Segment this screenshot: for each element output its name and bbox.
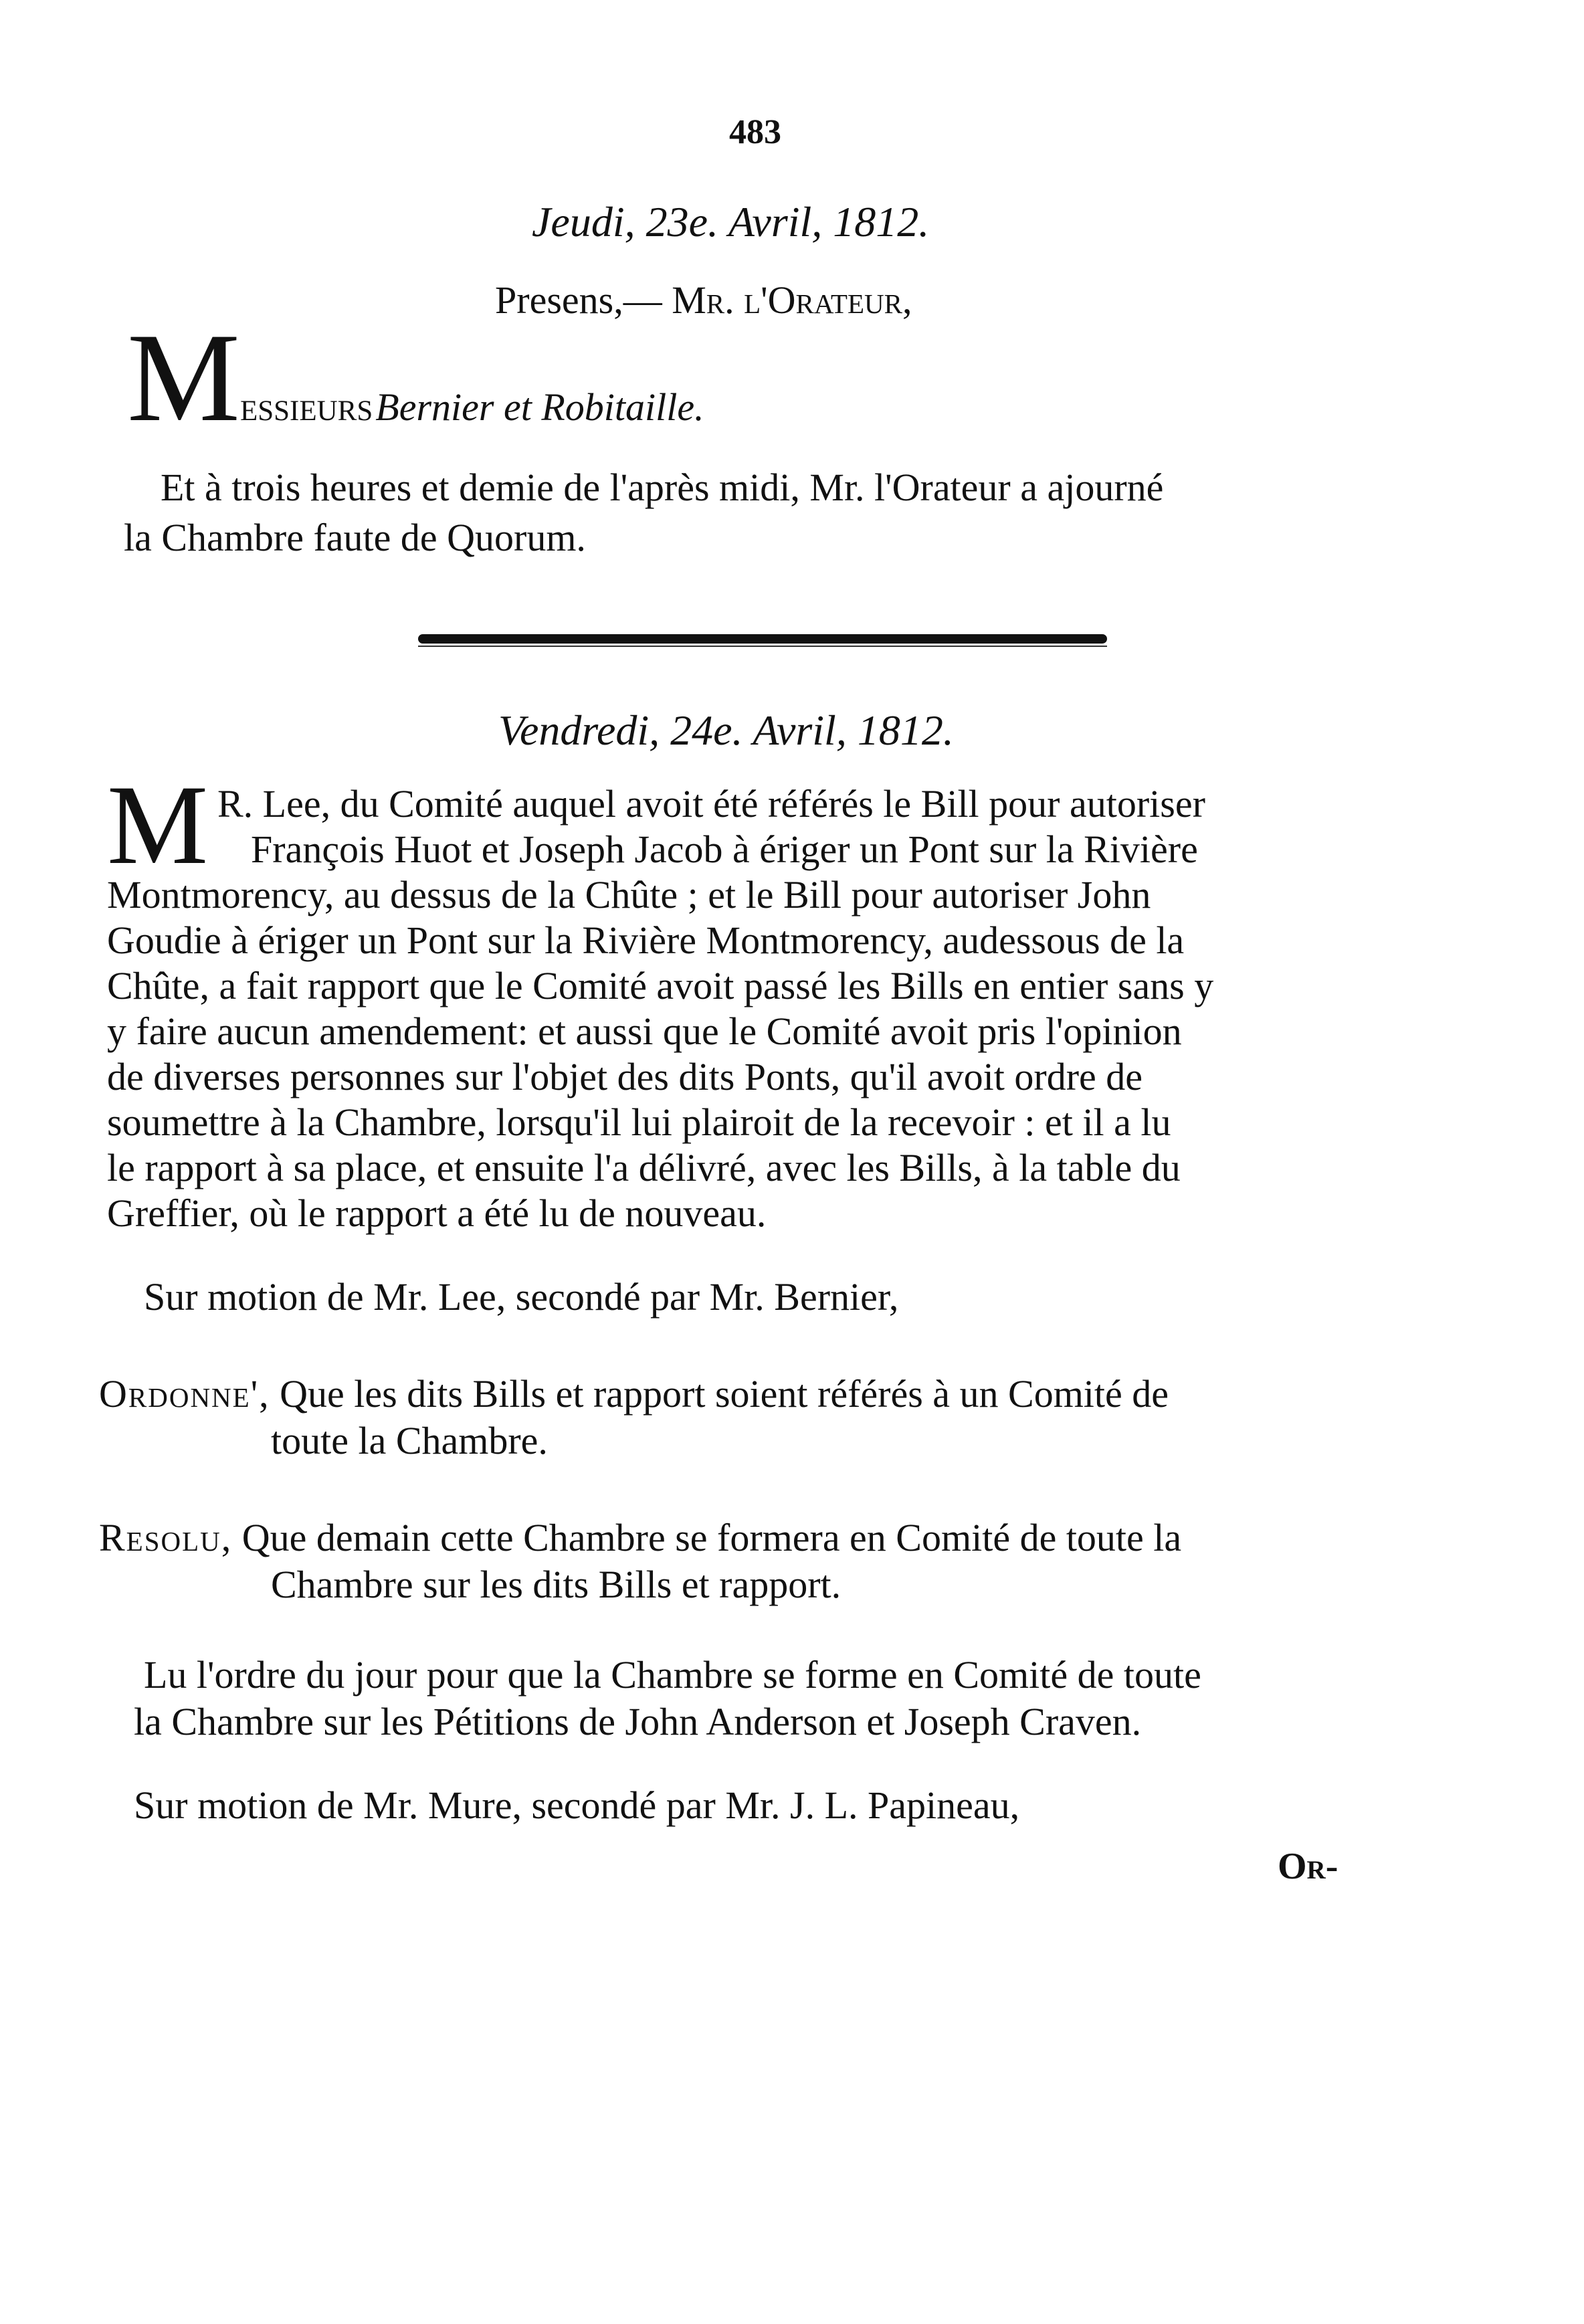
report-line: le rapport à sa place, et ensuite l'a délivré, avec les Bills, à la table du	[107, 1146, 1181, 1189]
entry-date-1: Jeudi, 23e. Avril, 1812.	[532, 198, 930, 246]
report-line: Chûte, a fait rapport que le Comité avoit passé les Bills en entier sans y	[107, 964, 1214, 1007]
report-paragraph	[107, 781, 1385, 1236]
members-list: Bernier et Robitaille.	[375, 385, 704, 429]
report-line: R. Lee, du Comité auquel avoit été référés le Bill pour autoriser	[217, 782, 1205, 826]
ordonne-label: Ordonne',	[99, 1372, 270, 1416]
report-line: de diverses personnes sur l'objet des dits Ponts, qu'il avoit ordre de	[107, 1055, 1143, 1098]
messieurs-line	[127, 308, 704, 448]
section-rule-thin	[418, 646, 1107, 647]
ordonne-block	[99, 1371, 1169, 1416]
motion-2: Sur motion de Mr. Mure, secondé par Mr. J. L. Papineau,	[134, 1783, 1020, 1827]
report-line: Montmorency, au dessus de la Chûte ; et le Bill pour autoriser John	[107, 873, 1151, 916]
adjourn-line-1: Et à trois heures et demie de l'après midi, Mr. l'Orateur a ajourné	[161, 466, 1164, 509]
section-rule	[418, 634, 1107, 644]
motion-1: Sur motion de Mr. Lee, secondé par Mr. Bernier,	[144, 1275, 899, 1319]
presens-name: Mr. l'Orateur,	[672, 278, 912, 322]
presens-label: Presens,—	[495, 278, 662, 322]
drop-cap-2: M	[107, 762, 209, 888]
entry-date-2: Vendredi, 24e. Avril, 1812.	[498, 706, 954, 754]
page-number: 483	[729, 113, 781, 151]
report-line: Greffier, où le rapport a été lu de nouveau.	[107, 1191, 767, 1235]
catchword: Or-	[1278, 1846, 1339, 1887]
adjourn-line-2: la Chambre faute de Quorum.	[124, 516, 586, 559]
report-line: François Huot et Joseph Jacob à ériger un Pont sur la Rivière	[251, 828, 1198, 871]
resolu-block	[99, 1515, 1181, 1560]
report-line: Goudie à ériger un Pont sur la Rivière Montmorency, audessous de la	[107, 918, 1185, 962]
resolu-text: Que demain cette Chambre se formera en Comité de toute la	[241, 1516, 1182, 1559]
resolu-label: Resolu,	[99, 1516, 233, 1559]
resolu-text-2: Chambre sur les dits Bills et rapport.	[271, 1563, 842, 1606]
messieurs-word: essieurs	[239, 384, 373, 429]
report-line: soumettre à la Chambre, lorsqu'il lui plairoit de la recevoir : et il a lu	[107, 1100, 1171, 1144]
report-line: y faire aucun amendement: et aussi que le Comité avoit pris l'opinion	[107, 1009, 1182, 1053]
drop-cap-1: M	[127, 308, 240, 448]
ordonne-text: Que les dits Bills et rapport soient référés à un Comité de	[280, 1372, 1169, 1416]
order-of-day-line-2: la Chambre sur les Pétitions de John Anderson et Joseph Craven.	[134, 1700, 1142, 1743]
order-of-day-line-1: Lu l'ordre du jour pour que la Chambre se forme en Comité de toute	[144, 1653, 1201, 1697]
ordonne-text-2: toute la Chambre.	[271, 1419, 548, 1462]
